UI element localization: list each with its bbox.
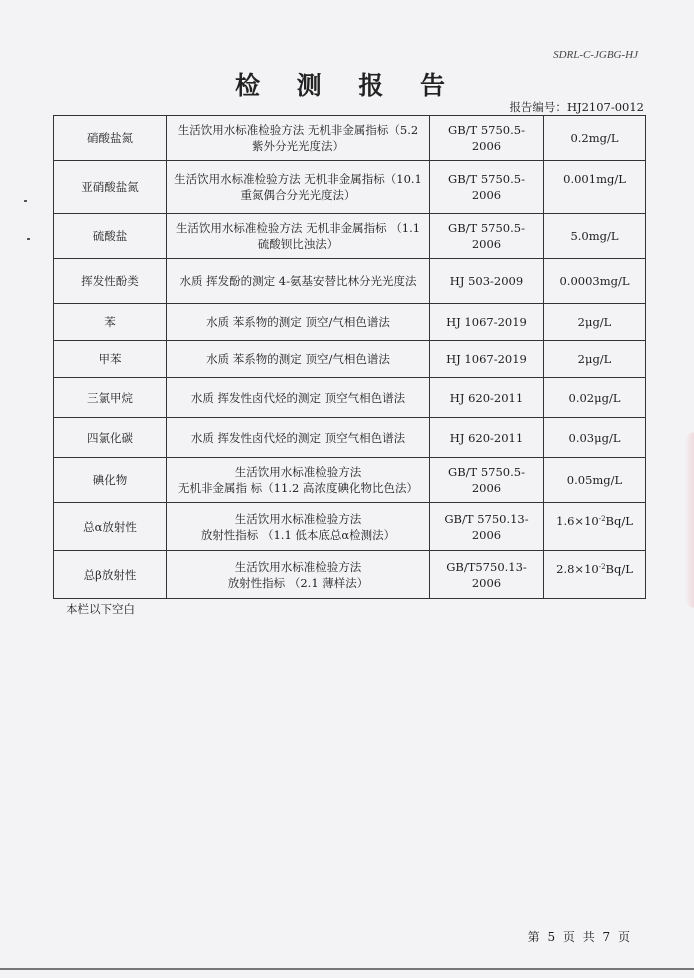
method-line: 生活饮用水标准检验方法 [234, 559, 362, 574]
item-cell: 甲苯 [54, 341, 167, 378]
table-row [54, 378, 646, 418]
item-cell: 碘化物 [54, 458, 167, 503]
blank-below-note: 本栏以下空白 [66, 602, 135, 616]
method-cell: 生活饮用水标准检验方法 无机非金属指标（5.2 紫外分光光度法） [167, 116, 430, 161]
method-line: 放射性指标 （1.1 低本底总α检测法） [200, 527, 396, 542]
limit-cell: 0.02μg/L [544, 378, 646, 418]
report-number-label: 报告编号： [509, 100, 567, 114]
standard-cell: GB/T 5750.5-2006 [430, 161, 544, 214]
limit-cell: 0.001mg/L [544, 161, 646, 214]
standard-cell: GB/T5750.13-2006 [430, 551, 544, 599]
method-cell: 生活饮用水标准检验方法 无机非金属指标（10.1 重氮偶合分光光度法） [167, 161, 430, 214]
table-row [54, 341, 646, 378]
standard-cell: HJ 620-2011 [430, 378, 544, 418]
limit-base: 2.8×10 [556, 562, 599, 576]
limit-cell: 0.05mg/L [544, 458, 646, 503]
limit-cell [544, 503, 646, 551]
report-number [509, 99, 644, 115]
limit-cell: 2μg/L [544, 341, 646, 378]
item-cell: 亚硝酸盐氮 [54, 161, 167, 214]
limit-cell [544, 551, 646, 599]
limit-base: 1.6×10 [556, 514, 599, 528]
seal-stamp-edge [684, 432, 694, 608]
item-cell: 三氯甲烷 [54, 378, 167, 418]
table-row [54, 259, 646, 304]
method-cell [167, 503, 430, 551]
item-cell: 挥发性酚类 [54, 259, 167, 304]
limit-unit: Bq/L [605, 514, 633, 528]
limit-cell: 5.0mg/L [544, 214, 646, 259]
table-row [54, 304, 646, 341]
page-footer: 第 5 页 共 7 页 [527, 930, 630, 944]
results-table [53, 115, 646, 599]
limit-cell: 0.2mg/L [544, 116, 646, 161]
standard-cell: HJ 1067-2019 [430, 304, 544, 341]
method-cell: 生活饮用水标准检验方法 无机非金属指标 （1.1 硫酸钡比浊法） [167, 214, 430, 259]
table-row [54, 116, 646, 161]
standard-cell: HJ 620-2011 [430, 418, 544, 458]
method-cell: 水质 苯系物的测定 顶空/气相色谱法 [167, 304, 430, 341]
method-cell: 水质 挥发性卤代烃的测定 顶空气相色谱法 [167, 378, 430, 418]
limit-cell: 2μg/L [544, 304, 646, 341]
method-line: 生活饮用水标准检验方法 [234, 511, 362, 526]
item-cell: 硫酸盐 [54, 214, 167, 259]
report-number-value: HJ2107-0012 [566, 100, 644, 114]
method-line: 无机非金属指 标（11.2 高浓度碘化物比色法） [178, 481, 418, 495]
scan-speck [24, 200, 27, 202]
standard-cell: HJ 503-2009 [430, 259, 544, 304]
table-row [54, 458, 646, 503]
item-cell: 总α放射性 [54, 503, 167, 551]
table-row [54, 551, 646, 599]
standard-cell: GB/T 5750.5-2006 [430, 214, 544, 259]
limit-exponent: -2 [598, 563, 606, 571]
limit-cell: 0.0003mg/L [544, 259, 646, 304]
standard-cell: GB/T 5750.5-2006 [430, 458, 544, 503]
item-cell: 苯 [54, 304, 167, 341]
table-row [54, 503, 646, 551]
table-row [54, 161, 646, 214]
table-row [54, 418, 646, 458]
limit-unit: Bq/L [605, 562, 633, 576]
standard-cell: GB/T 5750.13-2006 [430, 503, 544, 551]
method-cell [167, 458, 430, 503]
method-line: 放射性指标 （2.1 薄样法） [227, 575, 369, 590]
item-cell: 四氯化碳 [54, 418, 167, 458]
limit-cell: 0.03μg/L [544, 418, 646, 458]
method-line: 生活饮用水标准检验方法 [234, 465, 362, 479]
item-cell: 总β放射性 [54, 551, 167, 599]
document-code: SDRL-C-JGBG-HJ [553, 49, 638, 61]
method-cell: 水质 苯系物的测定 顶空/气相色谱法 [167, 341, 430, 378]
standard-cell: HJ 1067-2019 [430, 341, 544, 378]
method-cell: 水质 挥发酚的测定 4-氨基安替比林分光光度法 [167, 259, 430, 304]
page-title: 检 测 报 告 [234, 71, 460, 100]
standard-cell: GB/T 5750.5-2006 [430, 116, 544, 161]
scan-edge-line [0, 968, 694, 970]
table-row [54, 214, 646, 259]
limit-exponent: -2 [598, 515, 606, 523]
item-cell: 硝酸盐氮 [54, 116, 167, 161]
method-cell [167, 551, 430, 599]
method-cell: 水质 挥发性卤代烃的测定 顶空气相色谱法 [167, 418, 430, 458]
scan-speck [27, 238, 30, 240]
